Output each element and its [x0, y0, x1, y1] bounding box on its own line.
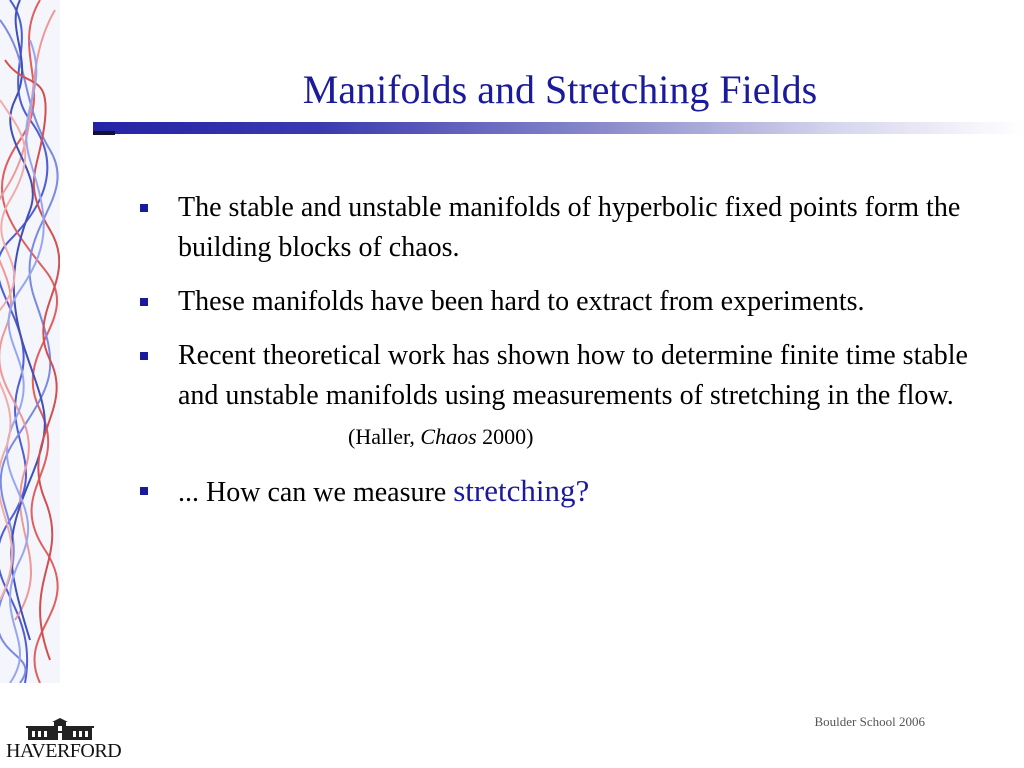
citation-author: (Haller,: [348, 424, 415, 449]
bullet-text: The stable and unstable manifolds of hyperbolic fixed points form the building blocks of chaos.: [178, 192, 961, 263]
title-underline-accent: [93, 131, 115, 135]
footer-text: Boulder School 2006: [814, 714, 925, 729]
citation-year: 2000): [482, 424, 534, 449]
bullet-list: [140, 188, 1010, 527]
title-underline: [93, 122, 1024, 134]
square-bullet-icon: [140, 204, 148, 212]
bullet-item: [140, 471, 1010, 513]
square-bullet-icon: [140, 298, 148, 306]
bullet-text: Recent theoretical work has shown how to determine finite time stable and unstable manifolds using measurements of stretching in the flow.: [178, 340, 968, 411]
bullet-text: ... How can we measure: [178, 477, 447, 508]
logo-text: HAVERFORD: [6, 740, 122, 762]
square-bullet-icon: [140, 352, 148, 360]
square-bullet-icon: [140, 487, 148, 495]
bullet-item: [140, 282, 1010, 322]
bullet-text: These manifolds have been hard to extract from experiments.: [178, 286, 865, 317]
citation-journal: Chaos: [420, 424, 477, 449]
bullet-item: [140, 336, 1010, 457]
building-icon: [6, 718, 114, 742]
slide-title: Manifolds and Stretching Fields: [302, 67, 818, 112]
haverford-logo: [6, 718, 122, 766]
highlight-word: stretching?: [453, 473, 590, 508]
citation: [348, 424, 534, 449]
side-decorative-image: [0, 0, 60, 683]
bullet-item: [140, 188, 1010, 268]
